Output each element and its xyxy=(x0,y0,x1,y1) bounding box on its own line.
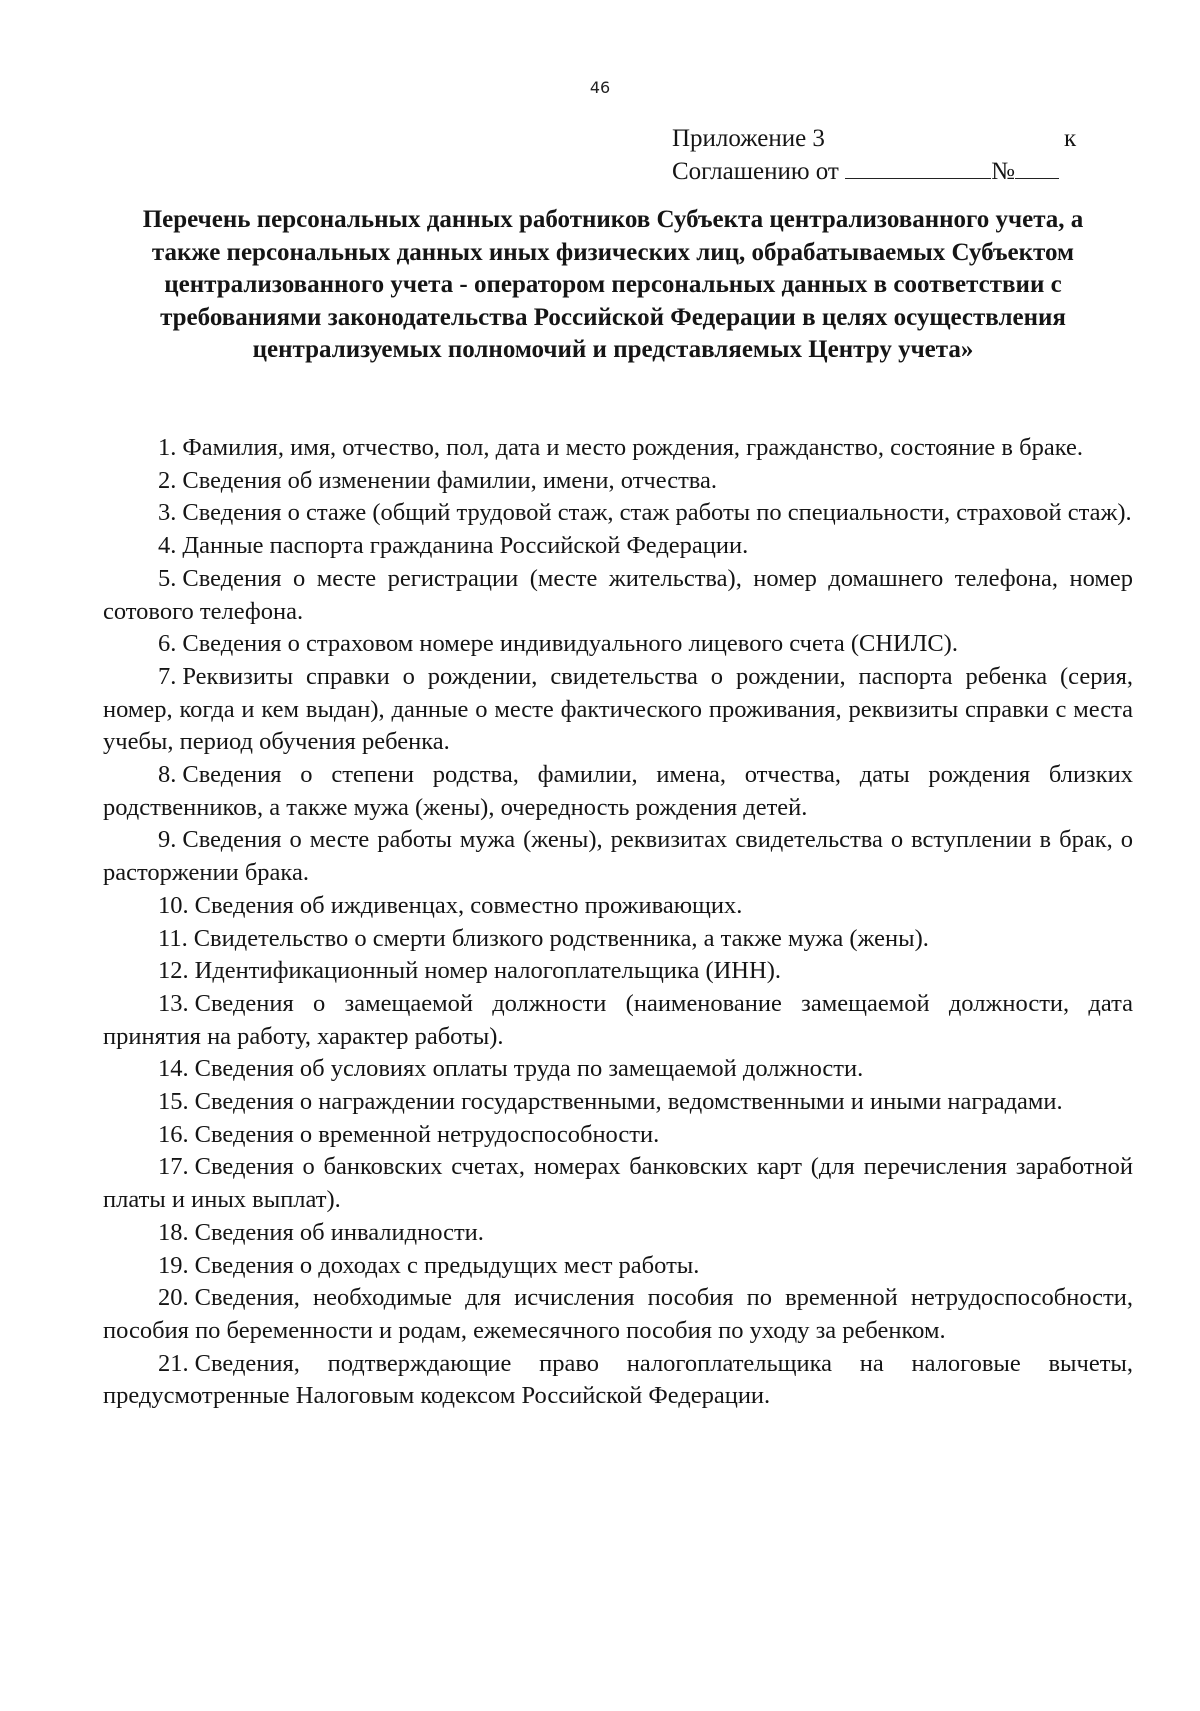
list-item-text: Сведения о замещаемой должности (наименование замещаемой должности, дата принятия на работу, характер работы). xyxy=(103,989,1133,1050)
list-item xyxy=(103,530,1133,563)
list-item-number: 19. xyxy=(158,1251,189,1279)
list-item-text: Сведения об инвалидности. xyxy=(194,1218,484,1246)
list-item-number: 1. xyxy=(158,434,177,461)
list-item-number: 9. xyxy=(158,826,177,854)
list-item-number: 14. xyxy=(158,1055,189,1083)
list-item-number: 7. xyxy=(158,662,177,690)
list-item xyxy=(103,890,1133,923)
list-item-number: 16. xyxy=(158,1120,189,1148)
list-item-text: Сведения, подтверждающие право налогоплательщика на налоговые вычеты, предусмотренные Налоговым кодексом Российской Федерации. xyxy=(103,1349,1133,1410)
list-item-text: Сведения о стаже (общий трудовой стаж, стаж работы по специальности, страховой стаж). xyxy=(182,499,1132,527)
annex-to: к xyxy=(1064,125,1077,152)
agreement-number-blank xyxy=(1015,156,1059,179)
list-item xyxy=(103,824,1133,889)
list-item xyxy=(103,1348,1133,1413)
list-item-number: 8. xyxy=(158,761,177,789)
list-item-text: Сведения о награждении государственными, ведомственными и иными наградами. xyxy=(194,1088,1063,1116)
list-item xyxy=(103,1086,1133,1119)
list-item-text: Идентификационный номер налогоплательщика (ИНН). xyxy=(194,957,781,985)
list-item-number: 15. xyxy=(158,1088,189,1116)
list-item-number: 2. xyxy=(158,466,177,494)
list-item-text: Сведения о месте регистрации (месте жительства), номер домашнего телефона, номер сотового телефона. xyxy=(103,564,1133,625)
annex-label: Приложение 3 xyxy=(672,125,825,152)
list-item xyxy=(103,1053,1133,1086)
list-item xyxy=(103,465,1133,498)
agreement-label: Соглашению от xyxy=(672,158,839,185)
list-item-number: 6. xyxy=(158,630,177,658)
list-item xyxy=(103,1282,1133,1347)
list-item-text: Сведения о банковских счетах, номерах банковских карт (для перечисления заработной платы и иных выплат). xyxy=(103,1153,1133,1214)
list-item xyxy=(103,1217,1133,1250)
list-item-number: 20. xyxy=(158,1284,189,1312)
list-item-number: 11. xyxy=(158,924,188,952)
annex-line-2 xyxy=(672,155,1112,188)
agreement-date-blank xyxy=(845,156,991,179)
list-item xyxy=(103,497,1133,530)
list-item-number: 18. xyxy=(158,1218,189,1246)
list-item xyxy=(103,563,1133,628)
list-item-number: 21. xyxy=(158,1349,189,1377)
number-sign: № xyxy=(991,158,1015,185)
list-item xyxy=(103,988,1133,1053)
list-item-text: Сведения о степени родства, фамилии, имена, отчества, даты рождения близких родственников, а также мужа (жены), очередность рождения детей. xyxy=(103,761,1133,821)
list-item-text: Сведения о временной нетрудоспособности. xyxy=(194,1120,660,1148)
document-title: Перечень персональных данных работников Субъекта централизованного учета, а также персональных данных иных физических лиц, обрабатываемых Субъектом централизованного учета - оператором персональных данных в соответствии с требованиями законодательства Российской Федерации в целях осуществления централизуемых полномочий и представляемых Центру учета» xyxy=(142,206,1084,363)
list-item xyxy=(103,628,1133,661)
list-item xyxy=(103,955,1133,988)
list-item-text: Данные паспорта гражданина Российской Федерации. xyxy=(182,532,749,560)
list-item-number: 17. xyxy=(158,1153,189,1181)
personal-data-list xyxy=(103,432,1133,1413)
list-item-text: Сведения об изменении фамилии, имени, отчества. xyxy=(182,466,718,494)
list-item-number: 13. xyxy=(158,989,189,1017)
list-item-text: Сведения, необходимые для исчисления пособия по временной нетрудоспособности, пособия по беременности и родам, ежемесячного пособия по уходу за ребенком. xyxy=(103,1284,1133,1344)
list-item-text: Фамилия, имя, отчество, пол, дата и место рождения, гражданство, состояние в браке. xyxy=(182,434,1083,461)
list-item-text: Сведения о доходах с предыдущих мест работы. xyxy=(194,1251,700,1279)
list-item-number: 5. xyxy=(158,564,177,592)
list-item-text: Свидетельство о смерти близкого родственника, а также мужа (жены). xyxy=(193,924,929,952)
annex-line-1 xyxy=(672,122,1112,155)
list-item xyxy=(103,661,1133,759)
list-item-text: Сведения о страховом номере индивидуального лицевого счета (СНИЛС). xyxy=(182,630,958,658)
annex-header xyxy=(672,122,1112,188)
list-item-text: Сведения об иждивенцах, совместно проживающих. xyxy=(194,891,743,919)
list-item xyxy=(103,1250,1133,1283)
list-item xyxy=(103,1151,1133,1216)
page-number: 46 xyxy=(589,78,611,97)
list-item-text: Реквизиты справки о рождении, свидетельства о рождении, паспорта ребенка (серия, номер, когда и кем выдан), данные о месте фактического проживания, реквизиты справки с места учебы, период обучения ребенка. xyxy=(103,662,1133,756)
list-item xyxy=(103,759,1133,824)
list-item-number: 12. xyxy=(158,957,189,985)
list-item xyxy=(103,1119,1133,1152)
list-item-number: 3. xyxy=(158,499,177,527)
list-item-number: 10. xyxy=(158,891,189,919)
list-item xyxy=(103,432,1133,465)
list-item-text: Сведения об условиях оплаты труда по замещаемой должности. xyxy=(194,1055,864,1083)
list-item-text: Сведения о месте работы мужа (жены), реквизитах свидетельства о вступлении в брак, о расторжении брака. xyxy=(103,826,1133,887)
list-item xyxy=(103,923,1133,956)
list-item-number: 4. xyxy=(158,532,177,560)
